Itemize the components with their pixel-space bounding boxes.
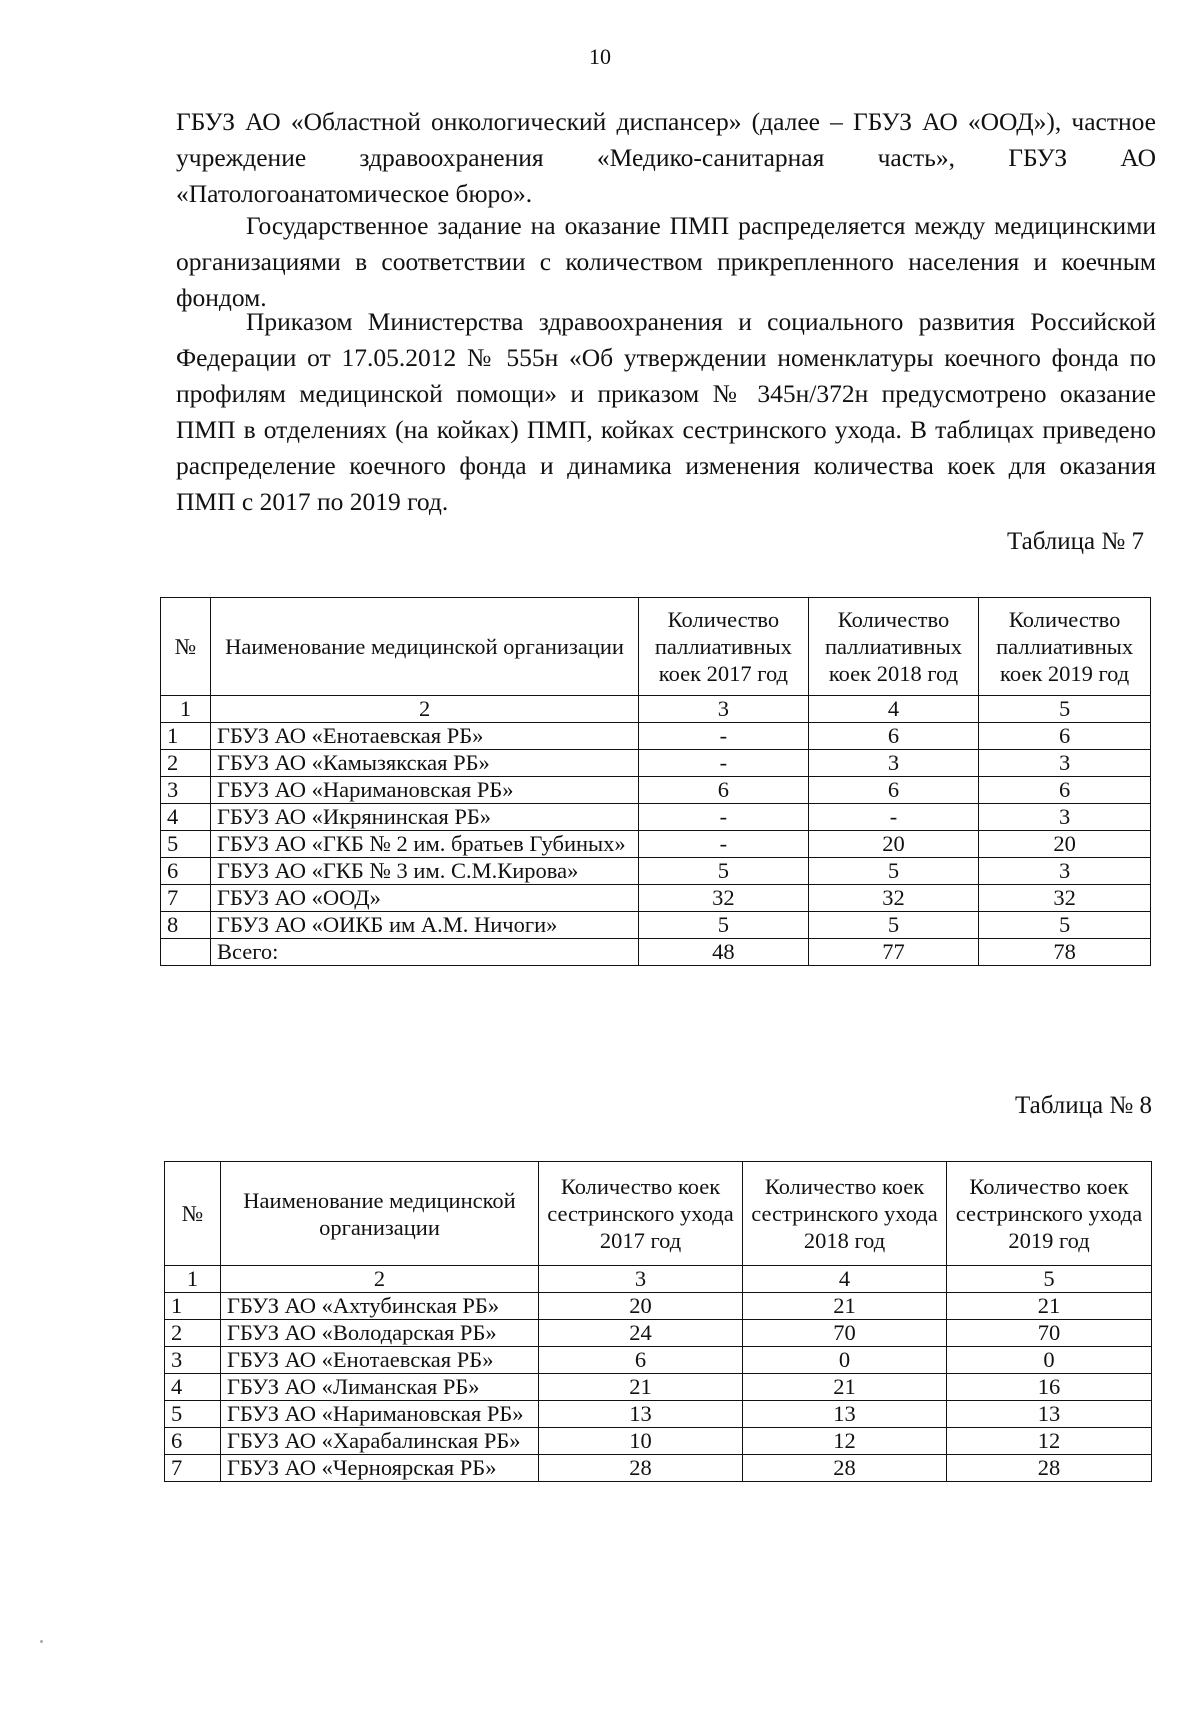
table-cell: 8: [161, 912, 211, 939]
table-row: [165, 1374, 1152, 1401]
table-cell: 5: [639, 858, 809, 885]
header-2019: Количество коек сестринского ухода 2019 год: [947, 1162, 1152, 1266]
table-row: [161, 723, 1151, 750]
table-cell: 32: [979, 885, 1151, 912]
index-cell: 2: [210, 696, 638, 723]
table-cell: Всего:: [210, 939, 638, 966]
table-cell: 32: [808, 885, 979, 912]
table-cell: ГБУЗ АО «Ахтубинская РБ»: [221, 1293, 539, 1320]
table-cell: 21: [743, 1293, 947, 1320]
table-cell: ГБУЗ АО «Харабалинская РБ»: [221, 1428, 539, 1455]
table-cell: 7: [161, 885, 211, 912]
table-cell: 2: [161, 750, 211, 777]
table-cell: 10: [539, 1428, 743, 1455]
header-name: Наименование медицинской организации: [210, 598, 638, 696]
index-cell: 1: [165, 1266, 221, 1293]
table-cell: -: [639, 750, 809, 777]
table-cell: 6: [979, 723, 1151, 750]
table-cell: 3: [979, 858, 1151, 885]
table-cell: ГБУЗ АО «Наримановская РБ»: [210, 777, 638, 804]
table-8-caption: Таблица № 8: [1014, 1092, 1152, 1119]
table-cell: ГБУЗ АО «Черноярская РБ»: [221, 1455, 539, 1482]
table-cell: 70: [743, 1320, 947, 1347]
table-row: [161, 912, 1151, 939]
table-row: [165, 1401, 1152, 1428]
table-row: [165, 1455, 1152, 1482]
table-cell: 78: [979, 939, 1151, 966]
header-2017: Количество коек сестринского ухода 2017 год: [539, 1162, 743, 1266]
table-row: [161, 804, 1151, 831]
table-cell: 5: [979, 912, 1151, 939]
table-cell: 48: [639, 939, 809, 966]
page-number: 10: [589, 44, 611, 69]
table-cell: 3: [161, 777, 211, 804]
index-row: [165, 1266, 1152, 1293]
table-cell: 6: [979, 777, 1151, 804]
table-cell: ГБУЗ АО «ГКБ № 3 им. С.М.Кирова»: [210, 858, 638, 885]
table-row: [165, 1320, 1152, 1347]
header-2019: Количество паллиативных коек 2019 год: [979, 598, 1151, 696]
index-cell: 4: [808, 696, 979, 723]
header-2017: Количество паллиативных коек 2017 год: [639, 598, 809, 696]
table-cell: -: [808, 804, 979, 831]
table-cell: 3: [979, 750, 1151, 777]
table-cell: 3: [979, 804, 1151, 831]
table-cell: ГБУЗ АО «Енотаевская РБ»: [210, 723, 638, 750]
scan-speck: [40, 1640, 43, 1643]
table-palliative-beds: [160, 597, 1151, 966]
table-7-caption: Таблица № 7: [1006, 528, 1144, 555]
table-cell: 5: [808, 858, 979, 885]
table-cell: 21: [947, 1293, 1152, 1320]
header-num: №: [165, 1162, 221, 1266]
header-num: №: [161, 598, 211, 696]
table-cell: 16: [947, 1374, 1152, 1401]
header-name: Наименование медицинской организации: [221, 1162, 539, 1266]
table-row: [165, 1293, 1152, 1320]
table-cell: ГБУЗ АО «ГКБ № 2 им. братьев Губиных»: [210, 831, 638, 858]
table-cell: 21: [539, 1374, 743, 1401]
table-cell: ГБУЗ АО «Камызякская РБ»: [210, 750, 638, 777]
table-cell: 3: [808, 750, 979, 777]
table-cell: -: [639, 804, 809, 831]
table-cell: 3: [165, 1347, 221, 1374]
table-cell: 6: [808, 777, 979, 804]
table-cell: 12: [743, 1428, 947, 1455]
table-cell: 7: [165, 1455, 221, 1482]
header-2018: Количество коек сестринского ухода 2018 год: [743, 1162, 947, 1266]
table-cell: -: [639, 831, 809, 858]
table-row: [161, 885, 1151, 912]
index-cell: 2: [221, 1266, 539, 1293]
table-cell: ГБУЗ АО «Лиманская РБ»: [221, 1374, 539, 1401]
table-cell: 6: [808, 723, 979, 750]
table-row: [161, 831, 1151, 858]
table-cell: ГБУЗ АО «Енотаевская РБ»: [221, 1347, 539, 1374]
table-cell: 5: [161, 831, 211, 858]
table-row: [161, 750, 1151, 777]
index-cell: 5: [979, 696, 1151, 723]
table-cell: 4: [165, 1374, 221, 1401]
table-cell: ГБУЗ АО «Володарская РБ»: [221, 1320, 539, 1347]
table-cell: [161, 939, 211, 966]
table-cell: 28: [743, 1455, 947, 1482]
table-cell: 5: [639, 912, 809, 939]
table-cell: ГБУЗ АО «ООД»: [210, 885, 638, 912]
table-cell: 13: [947, 1401, 1152, 1428]
table-cell: 4: [161, 804, 211, 831]
table-cell: 0: [947, 1347, 1152, 1374]
table-row: [161, 858, 1151, 885]
table-cell: 6: [539, 1347, 743, 1374]
table-cell: 20: [979, 831, 1151, 858]
table-cell: 13: [743, 1401, 947, 1428]
index-cell: 3: [639, 696, 809, 723]
table-cell: 28: [539, 1455, 743, 1482]
paragraph-3: Приказом Министерства здравоохранения и социального развития Российской Федерации от 17.05.2012 № 555н «Об утверждении номенклатуры коечного фонда по профилям медицинской помощи» и приказом № 345н/372н предусмотрено оказание ПМП в отделениях (на койках) ПМП, койках сестринского ухода. В таблицах приведено распределение коечного фонда и динамика изменения количества коек для оказания ПМП с 2017 по 2019 год.: [176, 307, 1156, 516]
table-cell: 21: [743, 1374, 947, 1401]
header-2018: Количество паллиативных коек 2018 год: [808, 598, 979, 696]
total-row: [161, 939, 1151, 966]
table-cell: 28: [947, 1455, 1152, 1482]
table-cell: 1: [161, 723, 211, 750]
table-cell: 32: [639, 885, 809, 912]
table-cell: 5: [165, 1401, 221, 1428]
table-cell: ГБУЗ АО «ОИКБ им А.М. Ничоги»: [210, 912, 638, 939]
table-cell: 77: [808, 939, 979, 966]
index-cell: 4: [743, 1266, 947, 1293]
table-cell: 0: [743, 1347, 947, 1374]
table-nursing-care-beds: [164, 1161, 1152, 1482]
table-cell: -: [639, 723, 809, 750]
table-cell: ГБУЗ АО «Наримановская РБ»: [221, 1401, 539, 1428]
index-cell: 1: [161, 696, 211, 723]
table-cell: 6: [165, 1428, 221, 1455]
paragraph-1: ГБУЗ АО «Областной онкологический диспансер» (далее – ГБУЗ АО «ООД»), частное учреждение здравоохранения «Медико-санитарная часть», ГБУЗ АО «Патологоанатомическое бюро».: [176, 107, 1156, 208]
table-cell: 20: [539, 1293, 743, 1320]
table-cell: ГБУЗ АО «Икрянинская РБ»: [210, 804, 638, 831]
table-row: [161, 777, 1151, 804]
table-cell: 6: [639, 777, 809, 804]
index-row: [161, 696, 1151, 723]
table-cell: 6: [161, 858, 211, 885]
table-row: [165, 1428, 1152, 1455]
table-cell: 1: [165, 1293, 221, 1320]
index-cell: 3: [539, 1266, 743, 1293]
table-row: [165, 1347, 1152, 1374]
table-cell: 24: [539, 1320, 743, 1347]
table-cell: 70: [947, 1320, 1152, 1347]
table-cell: 12: [947, 1428, 1152, 1455]
table-cell: 13: [539, 1401, 743, 1428]
table-cell: 5: [808, 912, 979, 939]
paragraph-2: Государственное задание на оказание ПМП распределяется между медицинскими организациями в соответствии с количеством прикрепленного населения и коечным фондом.: [176, 211, 1156, 312]
table-cell: 20: [808, 831, 979, 858]
index-cell: 5: [947, 1266, 1152, 1293]
table-cell: 2: [165, 1320, 221, 1347]
